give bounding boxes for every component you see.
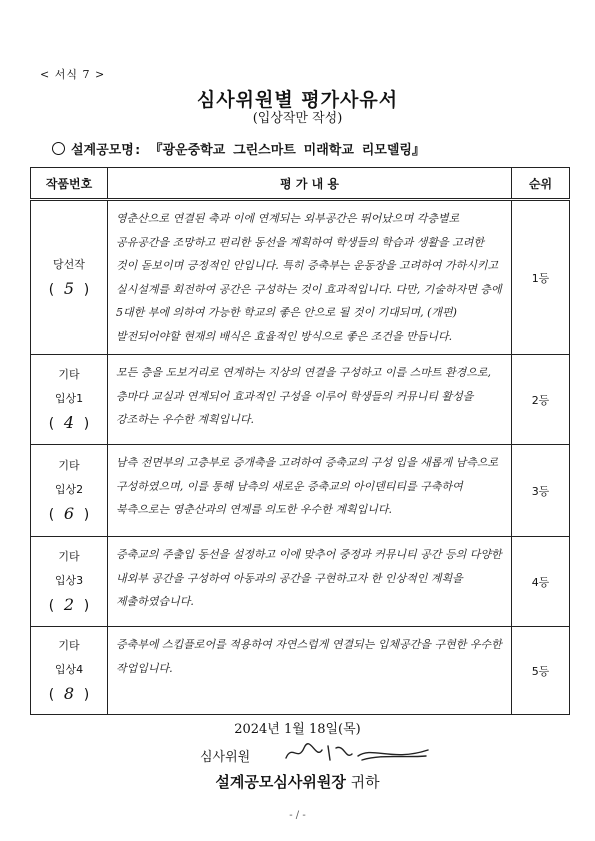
evaluation-text: 모든 층을 도보거리로 연계하는 지상의 연결을 구성하고 이를 스마트 환경으로, 층마다 교실과 연계되어 효과적인 구성을 이루어 학생들의 커뮤니티 활성을 강조하는 우수한 계획입니다. — [108, 355, 512, 445]
rank-value: 1등 — [512, 200, 570, 355]
recipient-line — [0, 771, 595, 792]
table-row — [31, 200, 570, 355]
table-header-row — [31, 168, 570, 200]
handwritten-signature-icon — [282, 740, 432, 764]
signer-label: 심사위원 — [200, 750, 251, 765]
rank-value: 5등 — [512, 627, 570, 715]
entry-label-line2: 입상4 — [54, 663, 84, 676]
table-row — [31, 537, 570, 627]
entry-number: ( 4 ) — [47, 413, 91, 432]
entry-number: ( 8 ) — [47, 684, 91, 703]
recipient-title: 설계공모심사위원장 — [215, 773, 346, 791]
entry-label — [31, 355, 108, 445]
evaluation-table — [30, 167, 570, 715]
form-number: < 서식 7 > — [40, 68, 106, 81]
competition-name-line — [52, 139, 425, 158]
page-number: - / - — [289, 810, 306, 821]
entry-label-line2: 입상3 — [54, 574, 84, 587]
entry-label-line1: 기타 — [58, 639, 80, 652]
entry-number: ( 5 ) — [47, 279, 91, 298]
entry-label-line1: 기타 — [58, 368, 80, 381]
table-row — [31, 445, 570, 537]
entry-number: ( 2 ) — [47, 595, 91, 614]
entry-number-value: 6 — [63, 504, 75, 523]
entry-label-line1: 기타 — [58, 459, 80, 472]
competition-name: 『광운중학교 그린스마트 미래학교 리모델링』 — [149, 143, 425, 158]
header-content: 평 가 내 용 — [108, 168, 512, 200]
rank-value: 2등 — [512, 355, 570, 445]
circle-bullet-icon — [52, 142, 65, 155]
entry-label — [31, 445, 108, 537]
entry-label — [31, 537, 108, 627]
evaluation-text: 영춘산으로 연결된 축과 이에 연계되는 외부공간은 뛰어났으며 각층별로 공유공간을 조망하고 편리한 동선을 계획하여 학생들의 학습과 생활을 고려한 것이 돋보이며 긍정적인 안입니다. 특히 증축부는 운동장을 고려하여 가하시키고 실시설계를 회전하여 공간은 구성하는 것이 효과적입니다. 다만, 기술하자면 층에 5대한 부에 의하여 가능한 학교의 좋은 안으로 될 것이 기대되며, (개편) 발전되어야할 현재의 배식은 효율적인 방식으로 좋은 조건을 만듭니다. — [108, 200, 512, 355]
entry-number: ( 6 ) — [47, 504, 91, 523]
recipient-suffix: 귀하 — [350, 773, 380, 791]
entry-number-value: 5 — [63, 279, 75, 298]
entry-label-line1: 기타 — [58, 550, 80, 563]
rank-value: 3등 — [512, 445, 570, 537]
evaluation-text: 증축부에 스킵플로어를 적용하여 자연스럽게 연결되는 입체공간을 구현한 우수한 작업입니다. — [108, 627, 512, 715]
entry-number-value: 8 — [63, 684, 75, 703]
header-rank: 순위 — [512, 168, 570, 200]
evaluation-text: 증축교의 주출입 동선을 설정하고 이에 맞추어 중정과 커뮤니티 공간 등의 다양한 내외부 공간을 구성하여 아동과의 공간을 구현하고자 한 인상적인 계획을 제출하였습니다. — [108, 537, 512, 627]
table-row — [31, 355, 570, 445]
entry-label — [31, 200, 108, 355]
entry-number-value: 2 — [63, 595, 75, 614]
evaluation-text: 남측 전면부의 고층부로 증개축을 고려하여 증축교의 구성 입을 새롭게 남측으로 구성하였으며, 이를 통해 남측의 새로운 증축교의 아이덴티티를 구축하여 북측으로는 영춘산과의 연계를 의도한 우수한 계획입니다. — [108, 445, 512, 537]
entry-label-line2: 입상1 — [54, 392, 84, 405]
rank-value: 4등 — [512, 537, 570, 627]
document-title: 심사위원별 평가사유서 — [196, 89, 399, 111]
document-subtitle: (입상작만 작성) — [252, 111, 343, 126]
entry-label — [31, 627, 108, 715]
entry-label-line1: 당선작 — [53, 258, 85, 271]
document-date: 2024년 1월 18일(목) — [234, 722, 361, 737]
competition-label: 설계공모명: — [71, 143, 142, 158]
table-row — [31, 627, 570, 715]
entry-label-line2: 입상2 — [54, 483, 84, 496]
entry-number-value: 4 — [63, 413, 75, 432]
header-entry-no: 작품번호 — [31, 168, 108, 200]
